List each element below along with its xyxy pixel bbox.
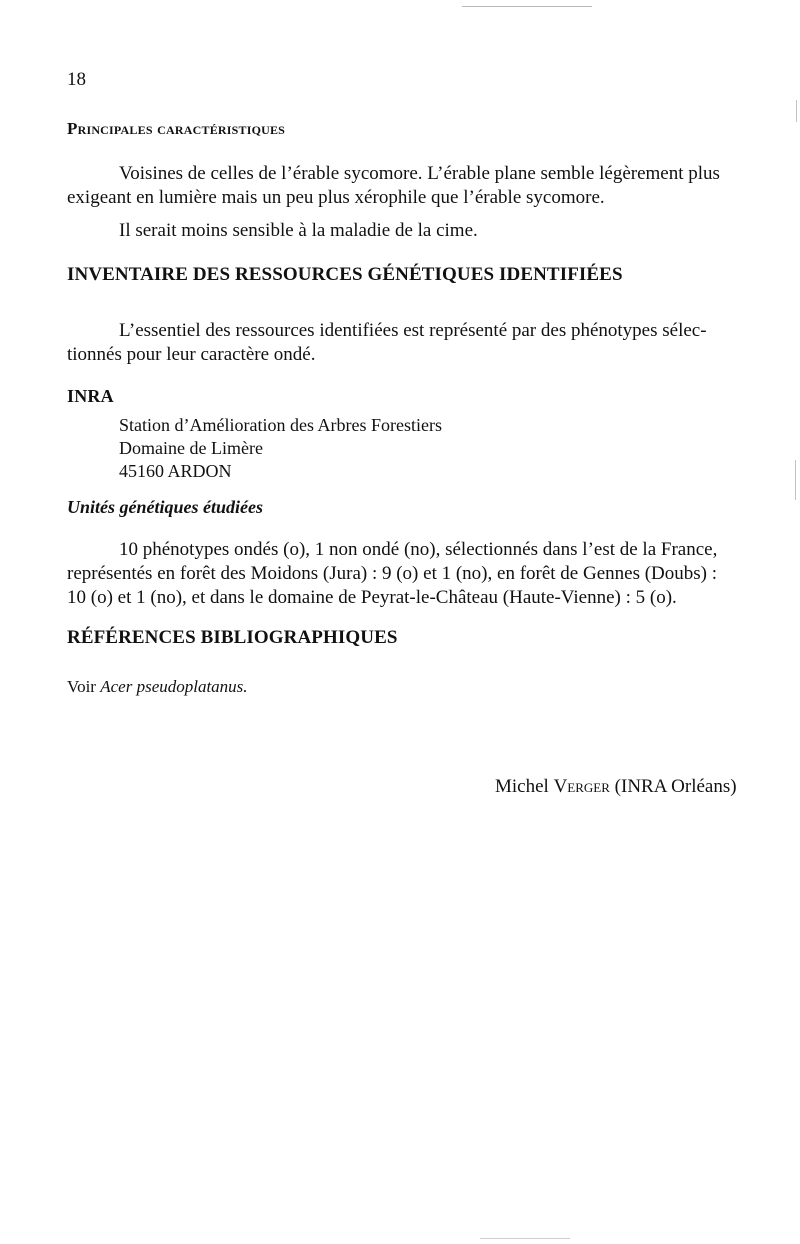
institution-address-line3: 45160 ARDON: [119, 461, 232, 481]
institution-name: INRA: [67, 386, 114, 406]
genetic-units-line3: 10 (o) et 1 (no), et dans le domaine de Peyrat-le-Château (Haute-Vienne) : 5 (o).: [67, 587, 677, 608]
author-first-name: Michel: [495, 776, 549, 797]
references-voir: Voir: [67, 677, 96, 696]
scan-mark-top: [462, 6, 592, 7]
inventory-paragraph-line2: tionnés pour leur caractère ondé.: [67, 344, 316, 365]
references-line: [67, 677, 248, 697]
section-heading-references: RÉFÉRENCES BIBLIOGRAPHIQUES: [67, 627, 398, 648]
references-species: Acer pseudoplatanus.: [100, 677, 248, 696]
inventory-paragraph-line1: L’essentiel des ressources identifiées est représenté par des phénotypes sélec-: [119, 320, 707, 341]
scan-mark-right: [796, 100, 797, 122]
institution-address-line1: Station d’Amélioration des Arbres Forestiers: [119, 415, 442, 435]
page-number: 18: [67, 69, 86, 90]
characteristics-paragraph-line2: exigeant en lumière mais un peu plus xérophile que l’érable sycomore.: [67, 187, 605, 208]
scan-mark-right-2: [795, 460, 796, 500]
scan-mark-bottom: [480, 1238, 570, 1239]
characteristics-paragraph-line1: Voisines de celles de l’érable sycomore. L’érable plane semble légèrement plus: [119, 163, 720, 184]
genetic-units-line1: 10 phénotypes ondés (o), 1 non ondé (no), sélectionnés dans l’est de la France,: [119, 539, 718, 560]
characteristics-paragraph-2: Il serait moins sensible à la maladie de la cime.: [119, 220, 478, 241]
author-affiliation: (INRA Orléans): [614, 776, 737, 797]
author-last-name: Verger: [553, 776, 610, 797]
institution-address-line2: Domaine de Limère: [119, 438, 263, 458]
section-heading-inventory: INVENTAIRE DES RESSOURCES GÉNÉTIQUES IDENTIFIÉES: [67, 264, 623, 285]
sub-heading-genetic-units: Unités génétiques étudiées: [67, 497, 263, 517]
section-heading-characteristics: Principales caractéristiques: [67, 119, 286, 138]
genetic-units-line2: représentés en forêt des Moidons (Jura) : 9 (o) et 1 (no), en forêt de Gennes (Doubs) :: [67, 563, 718, 584]
author-signature: [495, 775, 737, 799]
